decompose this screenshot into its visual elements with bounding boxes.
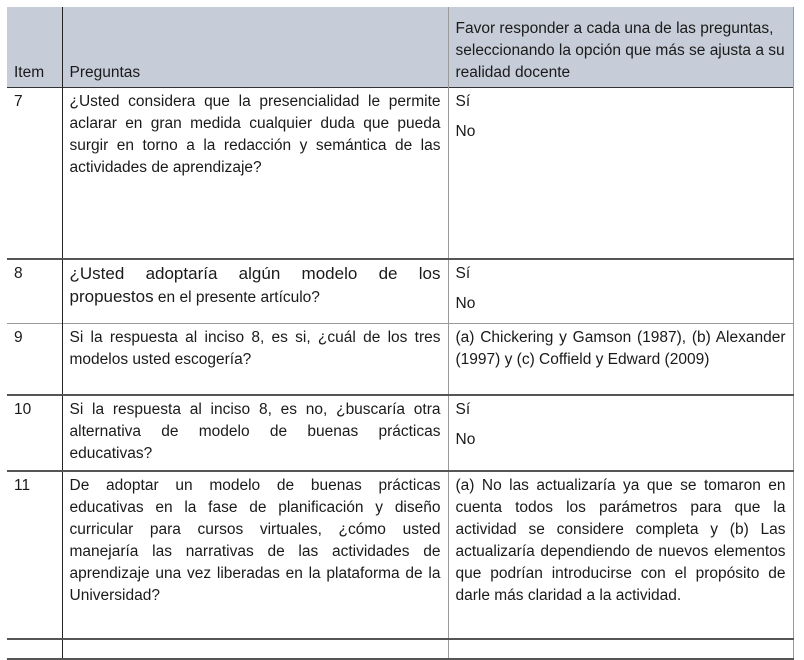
option-si[interactable]: Sí (455, 265, 471, 282)
question-text: Si la respuesta al inciso 8, es no, ¿buscaría otra alternativa de modelo de buenas prácticas educativas? (62, 395, 448, 471)
option-no[interactable]: No (455, 122, 476, 140)
option-si[interactable]: Sí (455, 401, 471, 418)
option-no[interactable]: No (455, 431, 476, 448)
table-row (7, 323, 793, 395)
answer-text: (a) Chickering y Gamson (1987), (b) Alexander (1997) y (c) Coffield y Edward (2009) (448, 323, 793, 395)
header-item: Item (7, 7, 62, 87)
option-no[interactable]: No (455, 295, 476, 312)
header-respuestas: Favor responder a cada una de las preguntas, seleccionando la opción que más se ajusta a su realidad docente (448, 7, 793, 87)
table-row (7, 259, 793, 323)
header-row (7, 7, 793, 87)
item-number: 8 (7, 259, 62, 323)
item-number: 11 (7, 471, 62, 639)
table-row (7, 471, 793, 639)
table-row-cut-off (7, 639, 793, 659)
answer-text: (a) No las actualizaría ya que se tomaron en cuenta todos los parámetros para que la actividad se considere completa y (b) Las actualizaría dependiendo de nuevos elementos que podrían introducirse con el propósito de darle más claridad a la actividad. (448, 471, 793, 639)
question-text: Si la respuesta al inciso 8, es si, ¿cuál de los tres modelos usted escogería? (62, 323, 448, 395)
answer-options (448, 259, 793, 323)
answer-options (448, 87, 793, 259)
answer-options (448, 395, 793, 471)
question-text: ¿Usted considera que la presencialidad le permite aclarar en gran medida cualquier duda que pueda surgir en torno a la redacción y semántica de las actividades de aprendizaje? (62, 87, 448, 259)
item-number: 7 (7, 87, 62, 259)
option-si[interactable]: Sí (455, 92, 471, 110)
question-text-part2: en el presente artículo? (153, 289, 320, 306)
question-text: De adoptar un modelo de buenas prácticas educativas en la fase de planificación y diseño curricular para cursos virtuales, ¿cómo usted manejaría las narrativas de las actividades de aprendizaje una vez liberadas en la plataforma de la Universidad? (62, 471, 448, 639)
table-row (7, 87, 793, 259)
table-row (7, 395, 793, 471)
question-text-part1: ¿Usted adoptaría algún modelo de los propuestos (69, 264, 441, 306)
header-preguntas: Preguntas (62, 7, 448, 87)
survey-table (7, 7, 794, 660)
item-number: 9 (7, 323, 62, 395)
item-number: 10 (7, 395, 62, 471)
question-text (62, 259, 448, 323)
